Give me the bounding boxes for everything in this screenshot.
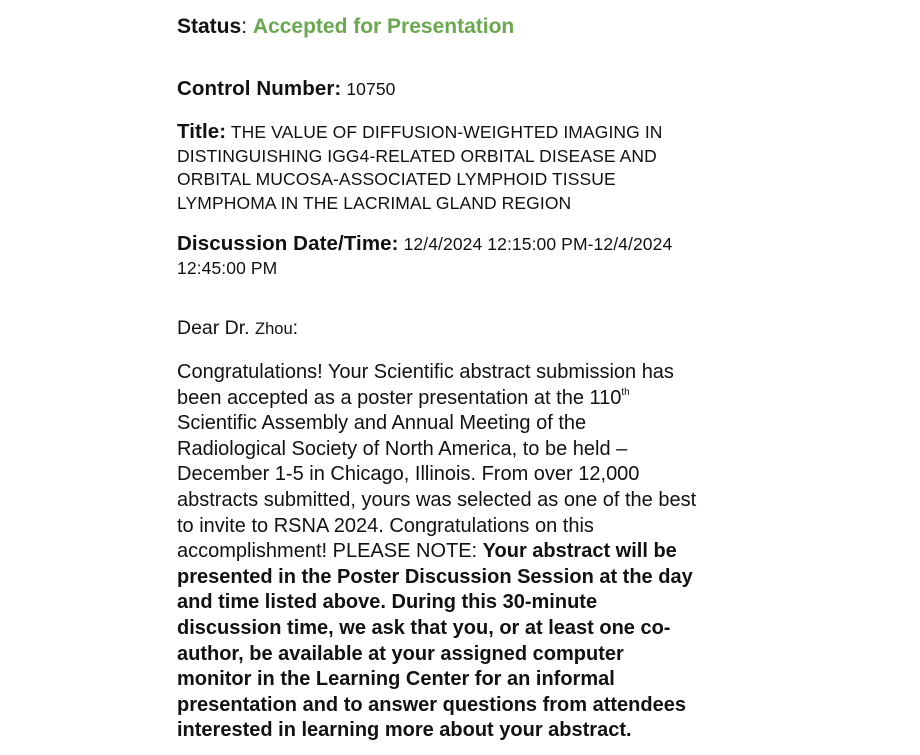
title-line: LYMPHOMA IN THE LACRIMAL GLAND REGION — [177, 192, 572, 213]
notice-line: monitor in the Learning Center for an informal — [177, 668, 615, 691]
discussion-label: Discussion Date/Time: — [177, 232, 399, 255]
status-value: Accepted for Presentation — [252, 15, 515, 38]
greeting — [177, 316, 298, 342]
body-line: Radiological Society of North America, to be held – — [177, 437, 628, 460]
notice-line: author, be available at your assigned computer — [177, 642, 624, 665]
body-line: December 1-5 in Chicago, Illinois. From over 12,000 — [177, 463, 640, 486]
body-line: Scientific Assembly and Annual Meeting of the — [177, 412, 587, 435]
body-line-text: accomplishment! PLEASE NOTE: — [177, 540, 483, 563]
notice-line: discussion time, we ask that you, or at least one co- — [177, 616, 671, 639]
letter-body — [177, 360, 737, 744]
discussion-datetime — [177, 232, 722, 280]
recipient-name: Zhou — [255, 320, 293, 338]
body-line — [177, 386, 737, 412]
control-number-value: 10750 — [346, 79, 396, 99]
title-label: Title: — [177, 120, 227, 143]
notice-line: presented in the Poster Discussion Session at the day — [177, 565, 693, 588]
ordinal-suffix: th — [621, 386, 630, 398]
title-line: DISTINGUISHING IGG4-RELATED ORBITAL DISEASE AND — [177, 145, 657, 166]
notice-line: and time listed above. During this 30-minute — [177, 591, 598, 614]
status-label: Status — [177, 15, 242, 38]
control-number-label: Control Number: — [177, 77, 342, 100]
body-line: Congratulations! Your Scientific abstract submission has — [177, 361, 674, 383]
notice-line: interested in learning more about your abstract. — [177, 719, 632, 742]
discussion-value-line1: 12/4/2024 12:15:00 PM-12/4/2024 — [403, 234, 673, 254]
notice-line: presentation and to answer questions from attendees — [177, 693, 686, 716]
status-line — [177, 14, 514, 40]
body-line: abstracts submitted, yours was selected as one of the best — [177, 488, 697, 511]
body-line: to invite to RSNA 2024. Congratulations on this — [177, 514, 594, 537]
title-line: ORBITAL MUCOSA-ASSOCIATED LYMPHOID TISSUE — [177, 169, 616, 189]
body-line — [177, 539, 737, 565]
status-colon: : — [241, 15, 253, 38]
control-number — [177, 77, 737, 102]
abstract-title — [177, 120, 722, 215]
discussion-value-line2: 12:45:00 PM — [177, 257, 278, 278]
title-line: THE VALUE OF DIFFUSION-WEIGHTED IMAGING IN — [230, 122, 663, 142]
greeting-colon: : — [292, 317, 299, 339]
notice-text: Your abstract will be — [482, 540, 677, 563]
salutation: Dear Dr. — [177, 317, 250, 339]
body-line-text: been accepted as a poster presentation at the 110 — [177, 386, 622, 409]
